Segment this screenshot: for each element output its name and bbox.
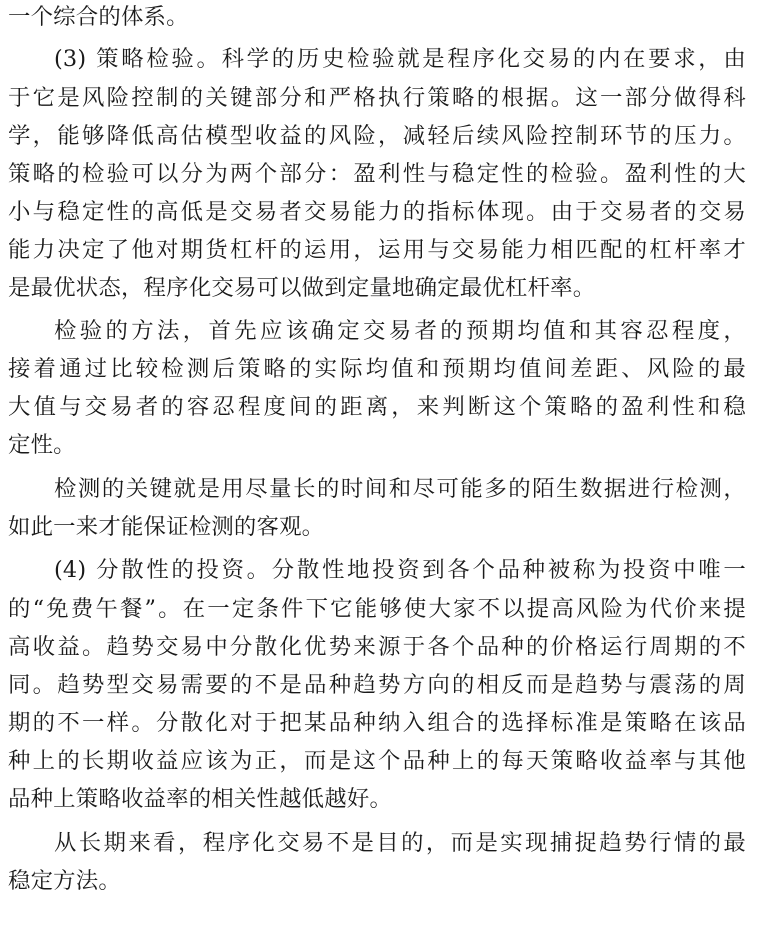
text-line: (3) 策略检验。科学的历史检验就是程序化交易的内在要求，由: [54, 46, 746, 72]
text-line: 大值与交易者的容忍程度间的距离，来判断这个策略的盈利性和稳: [8, 394, 746, 420]
text-line: 同。趋势型交易需要的不是品种趋势方向的相反而是趋势与震荡的周: [8, 672, 746, 698]
text-line: 稳定方法。: [8, 868, 121, 894]
text-line: 一个综合的体系。: [8, 4, 189, 30]
text-line: 期的不一样。分散化对于把某品种纳入组合的选择标准是策略在该品: [8, 710, 746, 736]
text-line: 学，能够降低高估模型收益的风险，减轻后续风险控制环节的压力。: [8, 123, 746, 149]
text-line: 的“免费午餐”。在一定条件下它能够使大家不以提高风险为代价来提: [8, 596, 746, 622]
text-line: 是最优状态，程序化交易可以做到定量地确定最优杠杆率。: [8, 275, 596, 301]
text-line: 高收益。趋势交易中分散化优势来源于各个品种的价格运行周期的不: [8, 634, 746, 660]
text-line: 检测的关键就是用尽量长的时间和尽可能多的陌生数据进行检测，: [54, 476, 746, 502]
text-line: 能力决定了他对期货杠杆的运用，运用与交易能力相匹配的杠杆率才: [8, 237, 746, 263]
text-line: 检验的方法，首先应该确定交易者的预期均值和其容忍程度，: [54, 318, 746, 344]
text-line: 定性。: [8, 432, 76, 458]
text-line: 种上的长期收益应该为正，而是这个品种上的每天策略收益率与其他: [8, 748, 746, 774]
text-line: 如此一来才能保证检测的客观。: [8, 514, 325, 540]
text-line: 接着通过比较检测后策略的实际均值和预期均值间差距、风险的最: [8, 356, 746, 382]
text-line: (4) 分散性的投资。分散性地投资到各个品种被称为投资中唯一: [54, 557, 746, 583]
text-line: 从长期来看，程序化交易不是目的，而是实现捕捉趋势行情的最: [54, 830, 746, 856]
text-line: 品种上策略收益率的相关性越低越好。: [8, 786, 393, 812]
text-line: 小与稳定性的高低是交易者交易能力的指标体现。由于交易者的交易: [8, 199, 746, 225]
text-line: 策略的检验可以分为两个部分：盈利性与稳定性的检验。盈利性的大: [8, 161, 746, 187]
text-line: 于它是风险控制的关键部分和严格执行策略的根据。这一部分做得科: [8, 85, 746, 111]
